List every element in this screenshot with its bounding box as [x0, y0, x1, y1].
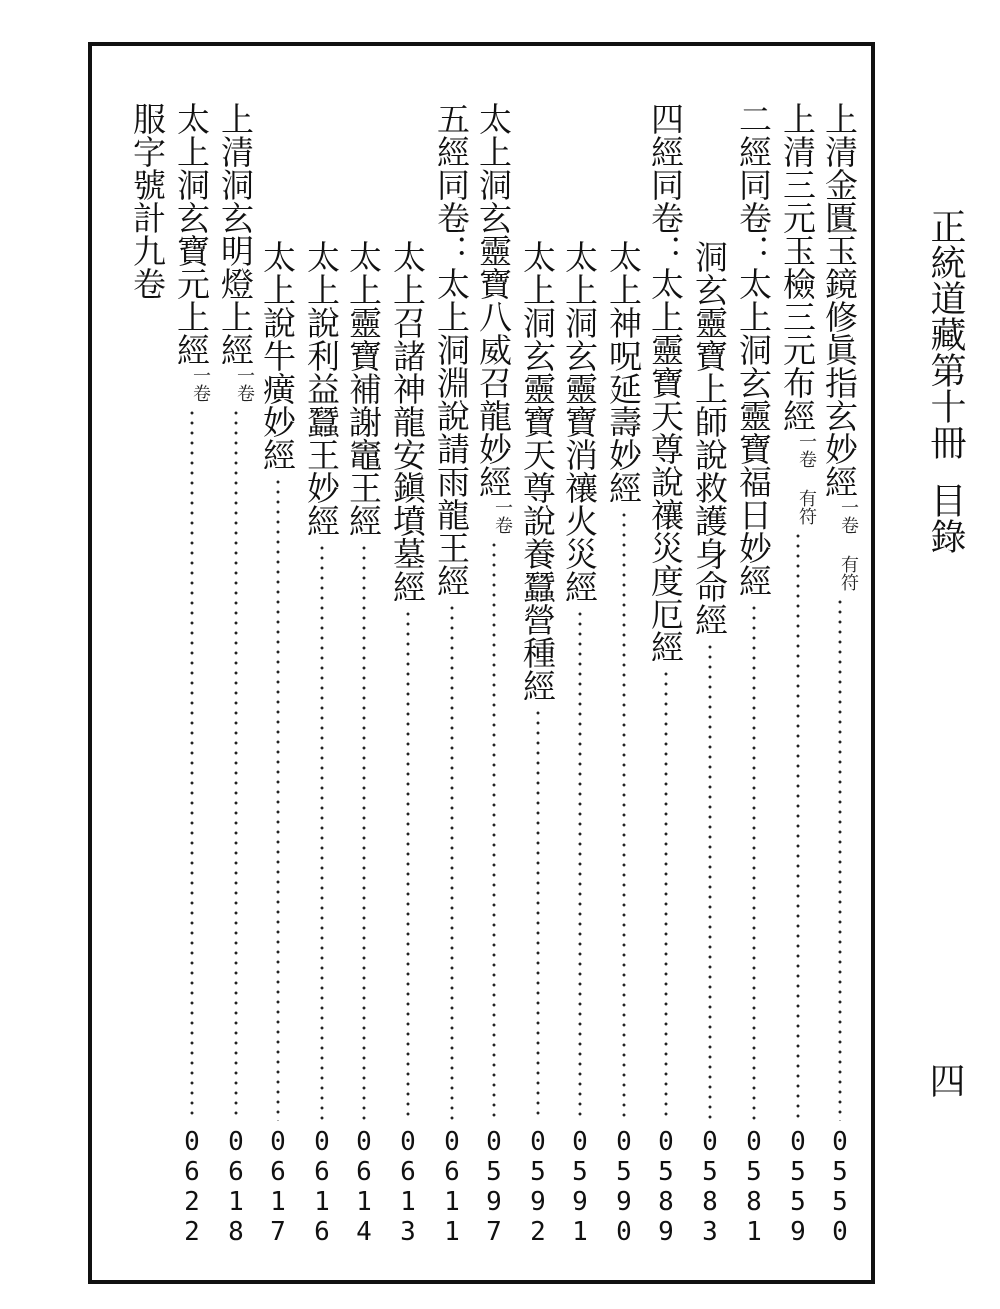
leader-dots [362, 543, 366, 1121]
entry-title: 太上說牛癀妙經 [258, 240, 297, 471]
entry-page: 0559 [783, 1127, 813, 1247]
entry-page: 0611 [437, 1127, 467, 1247]
toc-entry[interactable] [302, 240, 342, 1247]
entry-title: 太上召諸神龍安鎭墳墓經 [388, 240, 427, 603]
entry-page: 0550 [825, 1127, 855, 1247]
entry-title: 上清洞玄明燈上經 [216, 102, 255, 366]
book-title: 正統道藏第十冊 [925, 208, 966, 460]
toc-entry[interactable] [388, 240, 428, 1247]
leader-dots [190, 408, 194, 1121]
leader-dots [492, 540, 496, 1121]
toc-entry[interactable] [734, 102, 774, 1247]
toc-entry[interactable] [560, 240, 600, 1247]
summary-text: 服字號計九卷 [128, 102, 167, 300]
leader-dots [234, 408, 238, 1121]
toc-entry[interactable] [518, 240, 558, 1247]
entry-page: 0622 [177, 1127, 207, 1247]
entry-title: 太上洞玄靈寶八威召龍妙經 [474, 102, 513, 498]
leader-dots [708, 642, 712, 1121]
toc-entry[interactable] [258, 240, 298, 1247]
entry-note: 一卷 [190, 366, 211, 402]
entry-page: 0597 [479, 1127, 509, 1247]
volume-summary [128, 102, 168, 402]
entry-page: 0591 [565, 1127, 595, 1247]
entry-title: 四經同卷：太上靈寶天尊說禳災度厄經 [646, 102, 685, 663]
entry-title: 太上洞玄寶元上經 [172, 102, 211, 366]
entry-page: 0589 [651, 1127, 681, 1247]
toc-entry[interactable] [344, 240, 384, 1247]
toc-entry[interactable] [690, 240, 730, 1247]
toc-entry[interactable] [604, 240, 644, 1247]
leader-dots [536, 708, 540, 1121]
entry-title: 太上靈寶補謝竈王經 [344, 240, 383, 537]
toc-entry[interactable] [778, 102, 818, 1247]
entry-page: 0590 [609, 1127, 639, 1247]
entry-page: 0613 [393, 1127, 423, 1247]
entry-title: 太上說利益蠶王妙經 [302, 240, 341, 537]
entry-page: 0617 [263, 1127, 293, 1247]
toc-entry[interactable] [172, 102, 212, 1247]
entry-title: 太上洞玄靈寶天尊說養蠶營種經 [518, 240, 557, 702]
entry-title: 洞玄靈寶上師說救護身命經 [690, 240, 729, 636]
entry-title: 上清三元玉檢三元布經 [778, 102, 817, 432]
entry-page: 0581 [739, 1127, 769, 1247]
leader-dots [450, 603, 454, 1121]
leader-dots [664, 669, 668, 1121]
toc-entry[interactable] [216, 102, 256, 1247]
toc-entry[interactable] [432, 102, 472, 1247]
leader-dots [838, 597, 842, 1121]
entry-title: 太上洞玄靈寶消禳火災經 [560, 240, 599, 603]
entry-page: 0583 [695, 1127, 725, 1247]
toc-entry[interactable] [474, 102, 514, 1247]
entry-title: 五經同卷：太上洞淵說請雨龍王經 [432, 102, 471, 597]
leader-dots [276, 477, 280, 1121]
leader-dots [622, 510, 626, 1121]
entry-title: 二經同卷：太上洞玄靈寶福日妙經 [734, 102, 773, 597]
page-number: 四 [924, 1062, 965, 1098]
leader-dots [406, 609, 410, 1121]
entry-page: 0592 [523, 1127, 553, 1247]
section-title: 目錄 [925, 482, 966, 554]
entry-page: 0614 [349, 1127, 379, 1247]
entry-note: 一卷 有符 [838, 498, 859, 591]
entry-note: 一卷 [492, 498, 513, 534]
entry-title: 太上神呪延壽妙經 [604, 240, 643, 504]
running-header [918, 208, 964, 554]
entry-note: 一卷 有符 [796, 432, 817, 525]
leader-dots [578, 609, 582, 1121]
leader-dots [796, 531, 800, 1121]
entry-title: 上清金匱玉鏡修眞指玄妙經 [820, 102, 859, 498]
entry-note: 一卷 [234, 366, 255, 402]
toc-entry[interactable] [820, 102, 860, 1247]
entry-page: 0616 [307, 1127, 337, 1247]
leader-dots [320, 543, 324, 1121]
entry-page: 0618 [221, 1127, 251, 1247]
toc-entry[interactable] [646, 102, 686, 1247]
leader-dots [752, 603, 756, 1121]
